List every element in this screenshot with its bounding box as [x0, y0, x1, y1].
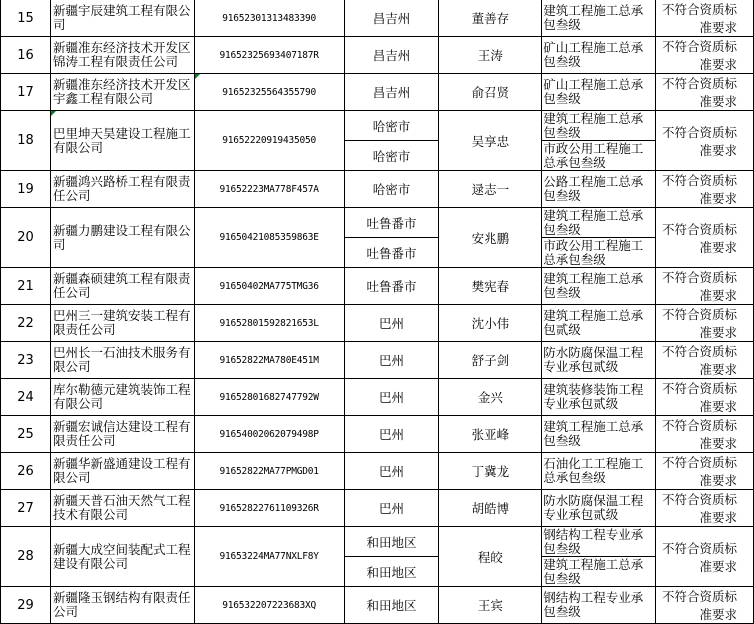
credit-code: 91650402MA775TMG36 — [194, 268, 344, 305]
table-row — [1, 0, 754, 37]
qualification: 矿山工程施工总承包叁级 — [542, 74, 656, 111]
row-number: 18 — [1, 111, 51, 171]
reason: 不符合资质标准要求 — [656, 379, 754, 416]
reason: 不符合资质标准要求 — [656, 171, 754, 208]
company-name: 新疆鸿兴路桥工程有限责任公司 — [50, 171, 194, 208]
credit-code: 91652822MA77PMGD01 — [194, 453, 344, 490]
qualification: 市政公用工程施工总承包叁级 — [542, 141, 656, 171]
legal-representative: 王涛 — [439, 37, 542, 74]
row-number: 17 — [1, 74, 51, 111]
region: 巴州 — [344, 416, 439, 453]
row-number: 16 — [1, 37, 51, 74]
row-number: 26 — [1, 453, 51, 490]
reason: 不符合资质标准要求 — [656, 490, 754, 527]
credit-code: 91652223MA778F457A — [194, 171, 344, 208]
qualification: 建筑工程施工总承包叁级 — [542, 111, 656, 141]
row-number: 21 — [1, 268, 51, 305]
qualification: 防水防腐保温工程专业承包贰级 — [542, 342, 656, 379]
table-row — [1, 171, 754, 208]
legal-representative: 程皎 — [439, 527, 542, 587]
table-row — [1, 268, 754, 305]
company-name: 巴里坤天昊建设工程施工有限公司 — [50, 111, 194, 171]
legal-representative: 丁冀龙 — [439, 453, 542, 490]
credit-code: 91652301313483390 — [194, 0, 344, 37]
company-name: 巴州三一建筑安装工程有限责任公司 — [50, 305, 194, 342]
row-number: 15 — [1, 0, 51, 37]
credit-code: 91653224MA77NXLF8Y — [194, 527, 344, 587]
table-row — [1, 587, 754, 624]
legal-representative: 沈小伟 — [439, 305, 542, 342]
qualification: 建筑工程施工总承包贰级 — [542, 305, 656, 342]
row-number: 29 — [1, 587, 51, 624]
row-number: 20 — [1, 208, 51, 268]
company-name: 新疆准东经济技术开发区宇鑫工程有限公司 — [50, 74, 194, 111]
table-row — [1, 305, 754, 342]
qualification: 矿山工程施工总承包叁级 — [542, 37, 656, 74]
reason: 不符合资质标准要求 — [656, 305, 754, 342]
legal-representative: 胡皓博 — [439, 490, 542, 527]
reason: 不符合资质标准要求 — [656, 0, 754, 37]
qualification: 建筑工程施工总承包叁级 — [542, 268, 656, 305]
table-row — [1, 453, 754, 490]
region: 和田地区 — [344, 587, 439, 624]
region: 巴州 — [344, 379, 439, 416]
legal-representative: 樊宪春 — [439, 268, 542, 305]
table-row — [1, 490, 754, 527]
company-name: 新疆力鹏建设工程有限公司 — [50, 208, 194, 268]
region: 吐鲁番市 — [344, 268, 439, 305]
row-number: 22 — [1, 305, 51, 342]
table-row — [1, 342, 754, 379]
company-name: 新疆宇辰建筑工程有限公司 — [50, 0, 194, 37]
reason: 不符合资质标准要求 — [656, 74, 754, 111]
credit-code: 91654002062079498P — [194, 416, 344, 453]
table-row — [1, 379, 754, 416]
qualification: 市政公用工程施工总承包叁级 — [542, 238, 656, 268]
legal-representative: 逯志一 — [439, 171, 542, 208]
row-number: 24 — [1, 379, 51, 416]
row-number: 19 — [1, 171, 51, 208]
reason: 不符合资质标准要求 — [656, 527, 754, 587]
region: 巴州 — [344, 305, 439, 342]
qualification: 公路工程施工总承包叁级 — [542, 171, 656, 208]
company-name: 库尔勒德元建筑装饰工程有限公司 — [50, 379, 194, 416]
reason: 不符合资质标准要求 — [656, 208, 754, 268]
table-row — [1, 74, 754, 111]
qualification: 钢结构工程专业承包叁级 — [542, 587, 656, 624]
row-number: 25 — [1, 416, 51, 453]
qualification: 防水防腐保温工程专业承包贰级 — [542, 490, 656, 527]
legal-representative: 舒子剑 — [439, 342, 542, 379]
region: 和田地区 — [344, 557, 439, 587]
company-name: 新疆隆玉钢结构有限责任公司 — [50, 587, 194, 624]
region: 吐鲁番市 — [344, 238, 439, 268]
legal-representative: 张亚峰 — [439, 416, 542, 453]
reason: 不符合资质标准要求 — [656, 111, 754, 171]
table-body — [1, 0, 754, 624]
region: 昌吉州 — [344, 0, 439, 37]
reason: 不符合资质标准要求 — [656, 37, 754, 74]
legal-representative: 董善存 — [439, 0, 542, 37]
reason: 不符合资质标准要求 — [656, 342, 754, 379]
credit-code: 91652822MA780E451M — [194, 342, 344, 379]
region: 和田地区 — [344, 527, 439, 557]
region: 吐鲁番市 — [344, 208, 439, 238]
reason: 不符合资质标准要求 — [656, 587, 754, 624]
region: 巴州 — [344, 342, 439, 379]
company-name: 新疆华新盛通建设工程有限公司 — [50, 453, 194, 490]
company-name: 新疆天普石油天然气工程技术有限公司 — [50, 490, 194, 527]
qualification: 建筑工程施工总承包叁级 — [542, 416, 656, 453]
credit-code: 91652325693407187R — [194, 37, 344, 74]
table-row — [1, 111, 754, 141]
table-row — [1, 208, 754, 238]
legal-representative: 王宾 — [439, 587, 542, 624]
credit-code: 91652220919435050 — [194, 111, 344, 171]
credit-code: 91652822761109326R — [194, 490, 344, 527]
qualification: 建筑工程施工总承包叁级 — [542, 557, 656, 587]
credit-code: 91650421085359863E — [194, 208, 344, 268]
qualification: 钢结构工程专业承包叁级 — [542, 527, 656, 557]
credit-code: 916532207223683XQ — [194, 587, 344, 624]
table-row — [1, 416, 754, 453]
credit-code: 91652801592821653L — [194, 305, 344, 342]
qualification: 建筑装修装饰工程专业承包贰级 — [542, 379, 656, 416]
reason: 不符合资质标准要求 — [656, 453, 754, 490]
company-name: 新疆森硕建筑工程有限责任公司 — [50, 268, 194, 305]
cell-marker-icon — [51, 111, 56, 116]
company-name: 巴州长一石油技术服务有限公司 — [50, 342, 194, 379]
legal-representative: 安兆鹏 — [439, 208, 542, 268]
row-number: 23 — [1, 342, 51, 379]
qualification: 建筑工程施工总承包叁级 — [542, 0, 656, 37]
reason: 不符合资质标准要求 — [656, 416, 754, 453]
qualification: 建筑工程施工总承包叁级 — [542, 208, 656, 238]
company-name: 新疆准东经济技术开发区锦涛工程有限责任公司 — [50, 37, 194, 74]
region: 昌吉州 — [344, 37, 439, 74]
region: 哈密市 — [344, 171, 439, 208]
row-number: 28 — [1, 527, 51, 587]
table-row — [1, 37, 754, 74]
region: 巴州 — [344, 453, 439, 490]
credit-code: 91652325564355790 — [194, 74, 344, 111]
legal-representative: 金兴 — [439, 379, 542, 416]
row-number: 27 — [1, 490, 51, 527]
region: 昌吉州 — [344, 74, 439, 111]
region: 哈密市 — [344, 141, 439, 171]
qualification: 石油化工工程施工总承包叁级 — [542, 453, 656, 490]
legal-representative: 吴享忠 — [439, 111, 542, 171]
cell-marker-icon — [195, 74, 200, 79]
credit-code: 91652801682747792W — [194, 379, 344, 416]
company-name: 新疆大成空间装配式工程建设有限公司 — [50, 527, 194, 587]
table-row — [1, 527, 754, 557]
region: 巴州 — [344, 490, 439, 527]
legal-representative: 俞召贤 — [439, 74, 542, 111]
company-name: 新疆宏诚信达建设工程有限责任公司 — [50, 416, 194, 453]
region: 哈密市 — [344, 111, 439, 141]
reason: 不符合资质标准要求 — [656, 268, 754, 305]
